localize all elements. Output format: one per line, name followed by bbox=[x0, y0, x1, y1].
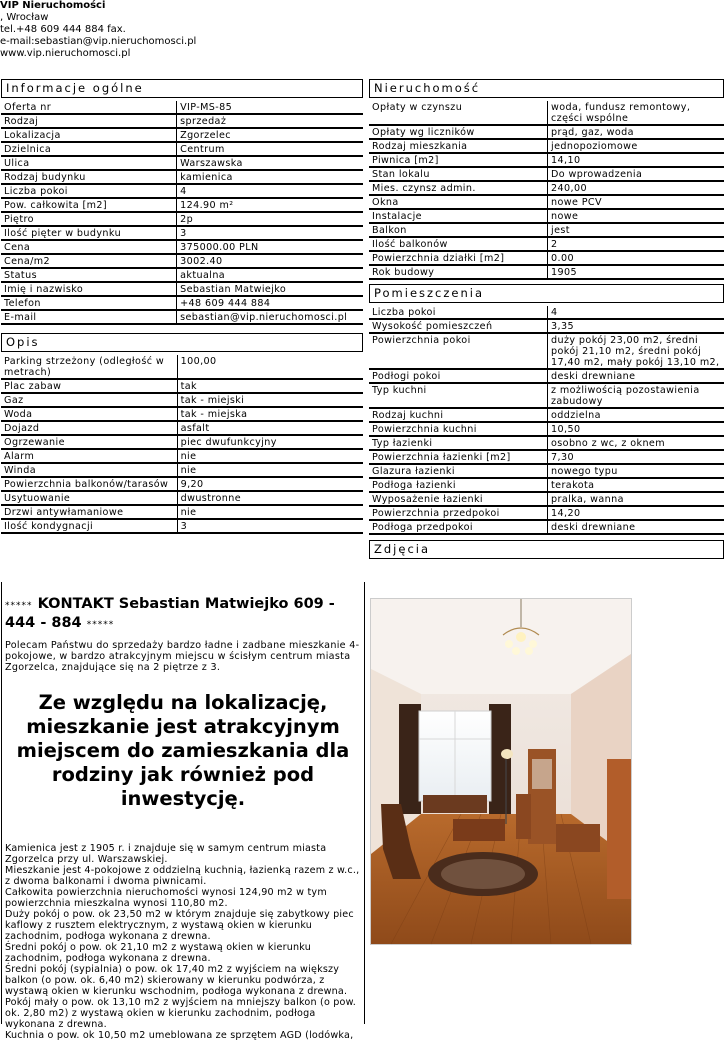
field-value: jednopoziomowe bbox=[548, 139, 724, 153]
field-value: sprzedaż bbox=[177, 114, 363, 128]
field-label: Drzwi antywłamaniowe bbox=[1, 505, 177, 519]
section-pomieszczenia-title: Pomieszczenia bbox=[369, 284, 724, 303]
field-label: E-mail bbox=[1, 310, 177, 324]
section-opis-title: Opis bbox=[1, 333, 363, 352]
field-label: Alarm bbox=[1, 449, 177, 463]
field-label: Piwnica [m2] bbox=[369, 153, 548, 167]
field-value: osobno z wc, z oknem bbox=[548, 436, 724, 450]
field-label: Liczba pokoi bbox=[1, 184, 177, 198]
row-liczba-pokoi bbox=[1, 184, 363, 198]
field-value: 10,50 bbox=[548, 422, 724, 436]
field-label: Podłoga łazienki bbox=[369, 478, 548, 492]
field-label: Stan lokalu bbox=[369, 167, 548, 181]
row-glazura-lazienki bbox=[369, 464, 724, 478]
field-value: prąd, gaz, woda bbox=[548, 125, 724, 139]
field-label: Powierzchnia balkonów/tarasów bbox=[1, 477, 177, 491]
field-value: nowego typu bbox=[548, 464, 724, 478]
field-value: Sebastian Matwiejko bbox=[177, 282, 363, 296]
field-label: Dzielnica bbox=[1, 142, 177, 156]
row-telefon bbox=[1, 296, 363, 310]
field-value: asfalt bbox=[177, 421, 363, 435]
field-value: +48 609 444 884 bbox=[177, 296, 363, 310]
field-label: Opłaty wg liczników bbox=[369, 125, 548, 139]
stars-right: ***** bbox=[87, 620, 115, 630]
row-drzwi-antywlamaniowe bbox=[1, 505, 363, 519]
field-label: Opłaty w czynszu bbox=[369, 101, 548, 125]
general-table bbox=[1, 101, 363, 325]
right-column bbox=[369, 79, 724, 562]
field-value: nowe PCV bbox=[548, 195, 724, 209]
agency-city: , Wrocław bbox=[0, 12, 196, 24]
row-podlogi-pokoi bbox=[369, 369, 724, 383]
row-plac-zabaw bbox=[1, 379, 363, 393]
field-value: duży pokój 23,00 m2, średni pokój 21,10 m2, średni pokój 17,40 m2, mały pokój 13,10 m2, bbox=[548, 333, 724, 369]
agency-header bbox=[0, 0, 196, 60]
field-label: Okna bbox=[369, 195, 548, 209]
row-ilosc-kondygnacji bbox=[1, 519, 363, 533]
row-liczba-pokoi bbox=[369, 306, 724, 319]
row-typ-lazienki bbox=[369, 436, 724, 450]
row-podloga-przedpokoi bbox=[369, 520, 724, 534]
field-label: Ulica bbox=[1, 156, 177, 170]
field-label: Gaz bbox=[1, 393, 177, 407]
row-powierzchnia-pokoi bbox=[369, 333, 724, 369]
description-paragraph: Kamienica jest z 1905 r. i znajduje się w samym centrum miasta Zgorzelca przy ul. Warszawskiej. bbox=[5, 843, 361, 865]
row-status bbox=[1, 268, 363, 282]
field-value: sebastian@vip.nieruchomosci.pl bbox=[177, 310, 363, 324]
row-woda bbox=[1, 407, 363, 421]
row-rodzaj bbox=[1, 114, 363, 128]
field-label: Instalacje bbox=[369, 209, 548, 223]
field-label: Rodzaj bbox=[1, 114, 177, 128]
row-powierzchnia-lazienki-m2 bbox=[369, 450, 724, 464]
field-label: Rok budowy bbox=[369, 265, 548, 279]
row-rodzaj-mieszkania bbox=[369, 139, 724, 153]
field-value: 4 bbox=[177, 184, 363, 198]
field-value: woda, fundusz remontowy, części wspólne bbox=[548, 101, 724, 125]
field-label: Powierzchnia pokoi bbox=[369, 333, 548, 369]
row-instalacje bbox=[369, 209, 724, 223]
living-room-photo-image bbox=[371, 599, 631, 944]
field-value: oddzielna bbox=[548, 408, 724, 422]
field-label: Wysokość pomieszczeń bbox=[369, 319, 548, 333]
row-oplaty-w-czynszu bbox=[369, 101, 724, 125]
field-value: 14,20 bbox=[548, 506, 724, 520]
field-value: nie bbox=[177, 449, 363, 463]
field-label: Ogrzewanie bbox=[1, 435, 177, 449]
row-piwnica-m2 bbox=[369, 153, 724, 167]
opis-table bbox=[1, 355, 363, 534]
row-winda bbox=[1, 463, 363, 477]
description-paragraph: Średni pokój (sypialnia) o pow. ok 17,40 m2 z wyjściem na większy balkon (o pow. ok. 6,40 m2) skierowany w kierunku podwórza, z wystawą okien w kierunku wschodnim, podłoga wykonana z drewna. bbox=[5, 964, 361, 997]
row-parking-strzezony-odleglosc-w-metrach bbox=[1, 355, 363, 379]
stars-left: ***** bbox=[5, 601, 33, 611]
row-dzielnica bbox=[1, 142, 363, 156]
row-ogrzewanie bbox=[1, 435, 363, 449]
row-powierzchnia-przedpokoi bbox=[369, 506, 724, 520]
field-label: Status bbox=[1, 268, 177, 282]
field-label: Cena/m2 bbox=[1, 254, 177, 268]
field-label: Powierzchnia działki [m2] bbox=[369, 251, 548, 265]
field-label: Parking strzeżony (odległość w metrach) bbox=[1, 355, 177, 379]
field-value: tak - miejski bbox=[177, 393, 363, 407]
field-label: Ilość kondygnacji bbox=[1, 519, 177, 533]
row-balkon bbox=[369, 223, 724, 237]
field-label: Woda bbox=[1, 407, 177, 421]
section-nieruchomosc-title: Nieruchomość bbox=[369, 79, 724, 98]
field-label: Pow. całkowita [m2] bbox=[1, 198, 177, 212]
row-rok-budowy bbox=[369, 265, 724, 279]
field-value: Do wprowadzenia bbox=[548, 167, 724, 181]
field-value: 3,35 bbox=[548, 319, 724, 333]
field-label: Lokalizacja bbox=[1, 128, 177, 142]
field-value: 3 bbox=[177, 519, 363, 533]
field-label: Powierzchnia kuchni bbox=[369, 422, 548, 436]
row-wysokosc-pomieszczen bbox=[369, 319, 724, 333]
field-label: Balkon bbox=[369, 223, 548, 237]
field-label: Ilość pięter w budynku bbox=[1, 226, 177, 240]
field-label: Telefon bbox=[1, 296, 177, 310]
field-value: aktualna bbox=[177, 268, 363, 282]
row-okna bbox=[369, 195, 724, 209]
field-value: deski drewniane bbox=[548, 520, 724, 534]
row-powierzchnia-balkonow-tarasow bbox=[1, 477, 363, 491]
field-label: Cena bbox=[1, 240, 177, 254]
row-powierzchnia-kuchni bbox=[369, 422, 724, 436]
field-value: kamienica bbox=[177, 170, 363, 184]
description-panel bbox=[1, 582, 365, 1024]
row-podloga-lazienki bbox=[369, 478, 724, 492]
contact-heading bbox=[5, 596, 364, 634]
row-pow-calkowita-m2 bbox=[1, 198, 363, 212]
field-label: Glazura łazienki bbox=[369, 464, 548, 478]
field-label: Rodzaj kuchni bbox=[369, 408, 548, 422]
field-value: Centrum bbox=[177, 142, 363, 156]
description-paragraph: Całkowita powierzchnia nieruchomości wynosi 124,90 m2 w tym powierzchnia mieszkalna wynosi 110,80 m2. bbox=[5, 887, 361, 909]
row-powierzchnia-dzialki-m2 bbox=[369, 251, 724, 265]
field-label: Powierzchnia łazienki [m2] bbox=[369, 450, 548, 464]
field-label: Plac zabaw bbox=[1, 379, 177, 393]
field-value: 14,10 bbox=[548, 153, 724, 167]
field-label: Typ łazienki bbox=[369, 436, 548, 450]
pomieszczenia-table bbox=[369, 306, 724, 535]
field-label: Wyposażenie łazienki bbox=[369, 492, 548, 506]
description-body bbox=[5, 843, 361, 1041]
field-value: 2p bbox=[177, 212, 363, 226]
field-value: Warszawska bbox=[177, 156, 363, 170]
row-gaz bbox=[1, 393, 363, 407]
field-label: Liczba pokoi bbox=[369, 306, 548, 319]
row-dojazd bbox=[1, 421, 363, 435]
nieruchomosc-table bbox=[369, 101, 724, 280]
description-headline: Ze względu na lokalizację, mieszkanie jest atrakcyjnym miejscem do zamieszkania dla rodziny jak również pod inwestycję. bbox=[10, 691, 356, 811]
field-label: Dojazd bbox=[1, 421, 177, 435]
field-label: Oferta nr bbox=[1, 101, 177, 114]
field-label: Podłoga przedpokoi bbox=[369, 520, 548, 534]
field-value: 7,30 bbox=[548, 450, 724, 464]
field-value: 4 bbox=[548, 306, 724, 319]
field-label: Podłogi pokoi bbox=[369, 369, 548, 383]
field-value: tak - miejska bbox=[177, 407, 363, 421]
agency-website[interactable]: www.vip.nieruchomosci.pl bbox=[0, 48, 196, 60]
row-cena bbox=[1, 240, 363, 254]
field-value: terakota bbox=[548, 478, 724, 492]
row-rodzaj-budynku bbox=[1, 170, 363, 184]
field-label: Usytuowanie bbox=[1, 491, 177, 505]
row-ilosc-balkonow bbox=[369, 237, 724, 251]
row-ulica bbox=[1, 156, 363, 170]
section-general-title: Informacje ogólne bbox=[1, 79, 363, 98]
row-lokalizacja bbox=[1, 128, 363, 142]
section-zdjecia-title: Zdjęcia bbox=[369, 540, 724, 559]
row-typ-kuchni bbox=[369, 383, 724, 408]
row-e-mail bbox=[1, 310, 363, 324]
field-value: z możliwością pozostawienia zabudowy bbox=[548, 383, 724, 408]
row-oplaty-wg-licznikow bbox=[369, 125, 724, 139]
row-usytuowanie bbox=[1, 491, 363, 505]
field-label: Piętro bbox=[1, 212, 177, 226]
row-stan-lokalu bbox=[369, 167, 724, 181]
field-label: Winda bbox=[1, 463, 177, 477]
row-oferta-nr bbox=[1, 101, 363, 114]
field-value: dwustronne bbox=[177, 491, 363, 505]
field-label: Imię i nazwisko bbox=[1, 282, 177, 296]
row-cena-m2 bbox=[1, 254, 363, 268]
field-value: 124.90 m² bbox=[177, 198, 363, 212]
row-imie-i-nazwisko bbox=[1, 282, 363, 296]
field-value: jest bbox=[548, 223, 724, 237]
field-label: Powierzchnia przedpokoi bbox=[369, 506, 548, 520]
row-alarm bbox=[1, 449, 363, 463]
contact-line: KONTAKT Sebastian Matwiejko 609 - 444 - 884 bbox=[5, 596, 335, 631]
field-value: nie bbox=[177, 463, 363, 477]
field-value: 3 bbox=[177, 226, 363, 240]
field-value: nowe bbox=[548, 209, 724, 223]
field-value: 0.00 bbox=[548, 251, 724, 265]
description-paragraph: Pokój mały o pow. ok 13,10 m2 z wyjściem na mniejszy balkon (o pow. ok. 2,80 m2) z wystawą okien w kierunku zachodnim, podłoga wykonana z drewna. bbox=[5, 997, 361, 1030]
description-paragraph: Duży pokój o pow. ok 23,50 m2 w którym znajduje się zabytkowy piec kaflowy z rusztem elektrycznym, z wystawą okien w kierunku zachodnim, podłoga wykonana z drewna. bbox=[5, 909, 361, 942]
field-label: Rodzaj mieszkania bbox=[369, 139, 548, 153]
field-value: tak bbox=[177, 379, 363, 393]
row-wyposazenie-lazienki bbox=[369, 492, 724, 506]
row-mies-czynsz-admin bbox=[369, 181, 724, 195]
field-label: Typ kuchni bbox=[369, 383, 548, 408]
field-label: Mies. czynsz admin. bbox=[369, 181, 548, 195]
left-column bbox=[1, 79, 363, 534]
field-value: 100,00 bbox=[177, 355, 363, 379]
field-value: 2 bbox=[548, 237, 724, 251]
field-label: Rodzaj budynku bbox=[1, 170, 177, 184]
field-value: 3002.40 bbox=[177, 254, 363, 268]
field-value: deski drewniane bbox=[548, 369, 724, 383]
field-value: Zgorzelec bbox=[177, 128, 363, 142]
field-value: pralka, wanna bbox=[548, 492, 724, 506]
description-intro: Polecam Państwu do sprzedaży bardzo ładne i zadbane mieszkanie 4-pokojowe, w bardzo atrakcyjnym miejscu w ścisłym centrum miasta Zgorzelca, znajdujące się na 2 piętrze z 3. bbox=[5, 640, 361, 673]
row-pietro bbox=[1, 212, 363, 226]
field-value: VIP-MS-85 bbox=[177, 101, 363, 114]
agency-name: VIP Nieruchomości bbox=[0, 0, 196, 12]
row-rodzaj-kuchni bbox=[369, 408, 724, 422]
agency-email[interactable]: e-mail:sebastian@vip.nieruchomosci.pl bbox=[0, 36, 196, 48]
field-value: 240,00 bbox=[548, 181, 724, 195]
description-paragraph: Mieszkanie jest 4-pokojowe z oddzielną kuchnią, łazienką razem z w.c., z dwoma balkonami i dwoma piwnicami. bbox=[5, 865, 361, 887]
field-value: piec dwufunkcyjny bbox=[177, 435, 363, 449]
row-ilosc-pieter-w-budynku bbox=[1, 226, 363, 240]
apartment-photo[interactable] bbox=[370, 598, 632, 945]
field-value: nie bbox=[177, 505, 363, 519]
description-paragraph: Średni pokój o pow. ok 21,10 m2 z wystawą okien w kierunku zachodnim, podłoga wykonana z drewna. bbox=[5, 942, 361, 964]
description-paragraph: Kuchnia o pow. ok 10,50 m2 umeblowana ze sprzętem AGD (lodówka, bbox=[5, 1030, 361, 1041]
field-value: 9,20 bbox=[177, 477, 363, 491]
field-value: 375000.00 PLN bbox=[177, 240, 363, 254]
agency-phone: tel.+48 609 444 884 fax. bbox=[0, 24, 196, 36]
field-value: 1905 bbox=[548, 265, 724, 279]
field-label: Ilość balkonów bbox=[369, 237, 548, 251]
